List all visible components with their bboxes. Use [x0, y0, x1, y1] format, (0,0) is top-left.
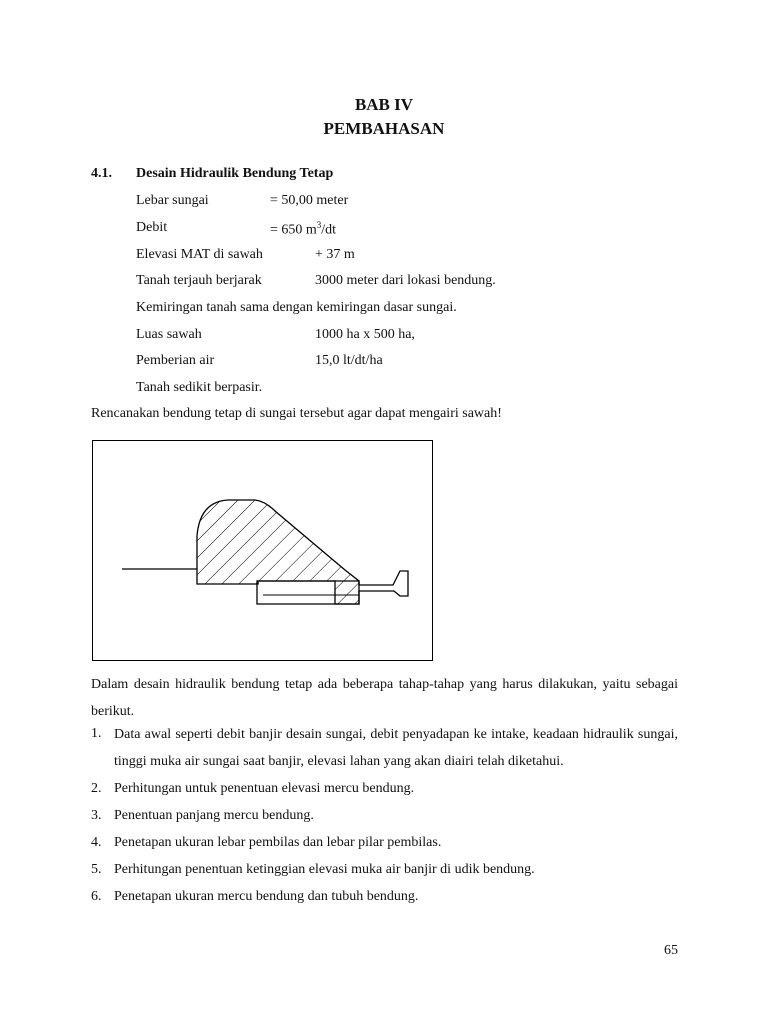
label-lebar-sungai: Lebar sungai [136, 193, 209, 208]
section-number: 4.1. [91, 166, 112, 181]
step-number-5: 5. [91, 862, 102, 877]
step-text-6: Penetapan ukuran mercu bendung dan tubuh bendung. [114, 889, 419, 904]
step-text-1: Data awal seperti debit banjir desain sungai, debit penyadapan ke intake, keadaan hidraulik sungai, tinggi muka air sungai saat banjir, elevasi lahan yang akan diairi telah diketahui. [114, 727, 678, 769]
weir-figure [92, 440, 433, 661]
value-debit: = 650 $m^3/dt$ [270, 220, 337, 238]
step-text-3: Penentuan panjang mercu bendung. [114, 808, 314, 823]
label-tanah-terjauh: Tanah terjauh berjarak [136, 273, 262, 288]
step-number-6: 6. [91, 889, 102, 904]
label-pemberian-air: Pemberian air [136, 353, 215, 368]
intro-paragraph: Dalam desain hidraulik bendung tetap ada beberapa tahap-tahap yang harus dilakukan, yaitu sebagai berikut. [91, 677, 678, 719]
value-pemberian-air: 15,0 lt/dt/ha [315, 353, 383, 368]
value-tanah-terjauh: 3000 meter dari lokasi bendung. [315, 273, 496, 288]
step-number-3: 3. [91, 808, 102, 823]
page-number: 65 [664, 943, 678, 958]
step-text-2: Perhitungan untuk penentuan elevasi mercu bendung. [114, 781, 415, 796]
value-elevasi: + 37 m [315, 247, 355, 262]
label-elevasi: Elevasi MAT di sawah [136, 247, 263, 262]
step-number-1: 1. [91, 726, 102, 741]
step-number-4: 4. [91, 835, 102, 850]
step-number-2: 2. [91, 781, 102, 796]
task-statement: Rencanakan bendung tetap di sungai tersebut agar dapat mengairi sawah! [91, 406, 502, 421]
label-luas-sawah: Luas sawah [136, 327, 202, 342]
text-kemiringan: Kemiringan tanah sama dengan kemiringan dasar sungai. [136, 300, 457, 315]
chapter-subtitle: PEMBAHASAN [323, 119, 445, 138]
step-text-5: Perhitungan penentuan ketinggian elevasi muka air banjir di udik bendung. [114, 862, 535, 877]
step-text-4: Penetapan ukuran lebar pembilas dan lebar pilar pembilas. [114, 835, 442, 850]
label-debit: Debit [136, 220, 168, 235]
value-luas-sawah: 1000 ha x 500 ha, [315, 327, 415, 342]
text-tanah-berpasir: Tanah sedikit berpasir. [136, 380, 263, 395]
weir-cross-section-diagram [93, 441, 432, 660]
section-title: Desain Hidraulik Bendung Tetap [136, 166, 334, 181]
value-lebar-sungai: = 50,00 meter [270, 193, 349, 208]
chapter-title: BAB IV [354, 95, 414, 114]
